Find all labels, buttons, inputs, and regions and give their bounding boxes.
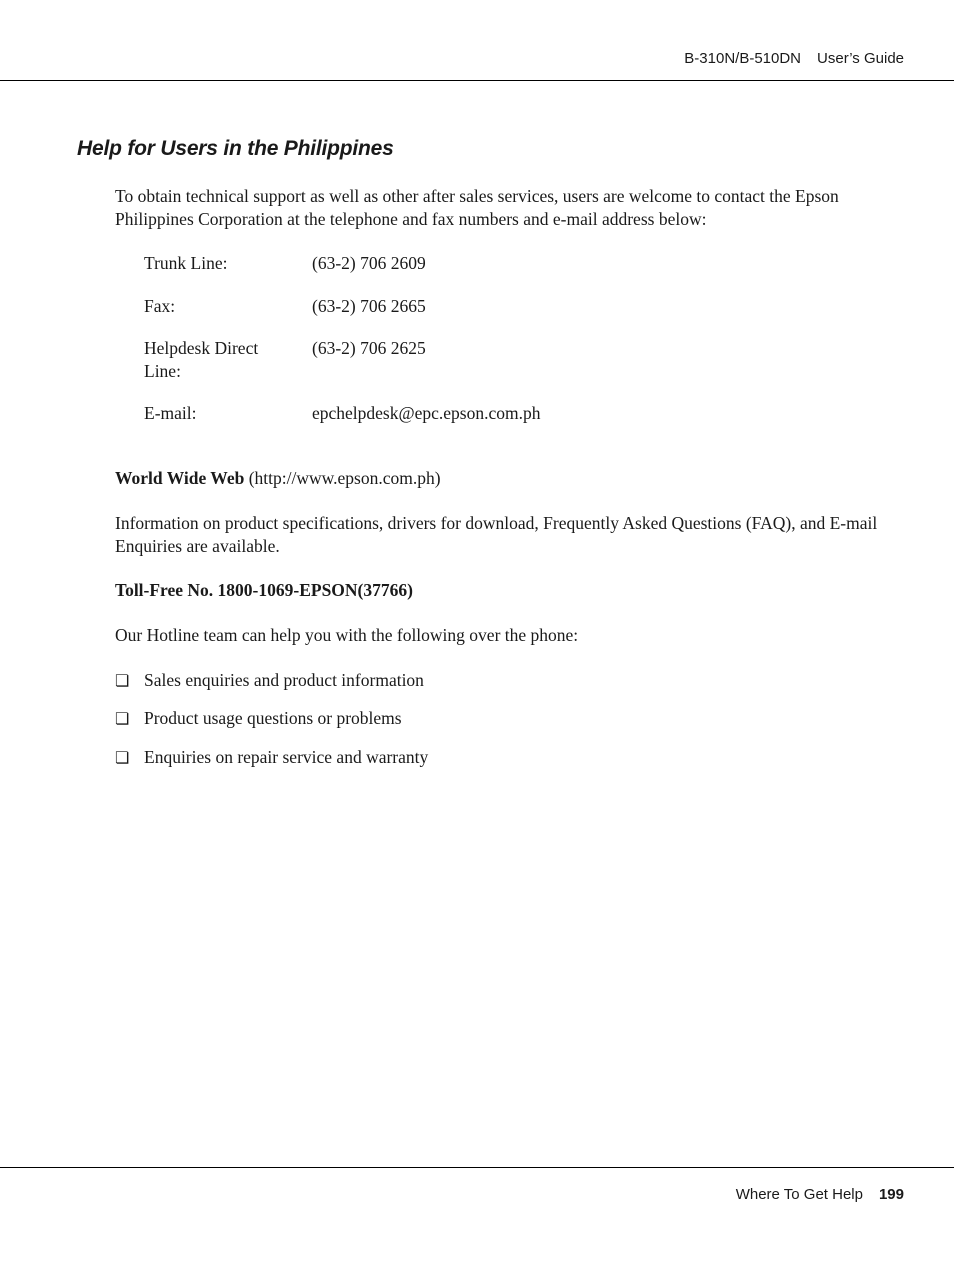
- list-item-text: Sales enquiries and product information: [144, 670, 424, 690]
- contact-label-email: E-mail:: [144, 403, 197, 423]
- list-item: [115, 746, 428, 770]
- footer-rule: [0, 1167, 954, 1168]
- list-item: [115, 707, 402, 731]
- contact-value-trunk: (63-2) 706 2609: [312, 253, 426, 273]
- list-item-text: Product usage questions or problems: [144, 708, 402, 728]
- tollfree-heading: Toll-Free No. 1800-1069-EPSON(37766): [115, 580, 413, 600]
- contact-label-fax: Fax:: [144, 296, 176, 316]
- www-label: World Wide Web: [115, 468, 245, 488]
- checkbox-bullet-icon: ❏: [115, 711, 130, 728]
- info-paragraph: Information on product specifications, drivers for download, Frequently Asked Questions (FAQ), and E-mail Enquiries are available.: [115, 513, 878, 556]
- checkbox-bullet-icon: ❏: [115, 750, 130, 767]
- list-item: [115, 669, 424, 693]
- header-guide: User’s Guide: [817, 50, 904, 67]
- header-rule: [0, 80, 954, 81]
- contact-value-helpdesk: (63-2) 706 2625: [312, 338, 426, 358]
- www-line: [115, 467, 885, 490]
- section-title: Help for Users in the Philippines: [77, 137, 394, 160]
- page-number: 199: [878, 1186, 904, 1203]
- header-model: B-310N/B-510DN: [684, 50, 802, 67]
- checkbox-bullet-icon: ❏: [115, 673, 130, 690]
- list-item-text: Enquiries on repair service and warranty: [144, 747, 429, 767]
- contact-value-email[interactable]: epchelpdesk@epc.epson.com.ph: [312, 403, 541, 423]
- page-header: [684, 50, 904, 67]
- contact-value-fax: (63-2) 706 2665: [312, 296, 426, 316]
- page-footer: [736, 1186, 904, 1203]
- contact-label-helpdesk: Helpdesk Direct Line:: [144, 338, 259, 381]
- www-url[interactable]: (http://www.epson.com.ph): [248, 468, 441, 488]
- contact-label-trunk: Trunk Line:: [144, 253, 228, 273]
- footer-section: Where To Get Help: [735, 1186, 863, 1203]
- hotline-paragraph: Our Hotline team can help you with the following over the phone:: [115, 625, 579, 645]
- intro-paragraph: To obtain technical support as well as other after sales services, users are welcome to contact the Epson Philippines Corporation at the telephone and fax numbers and e-mail address below:: [115, 186, 839, 229]
